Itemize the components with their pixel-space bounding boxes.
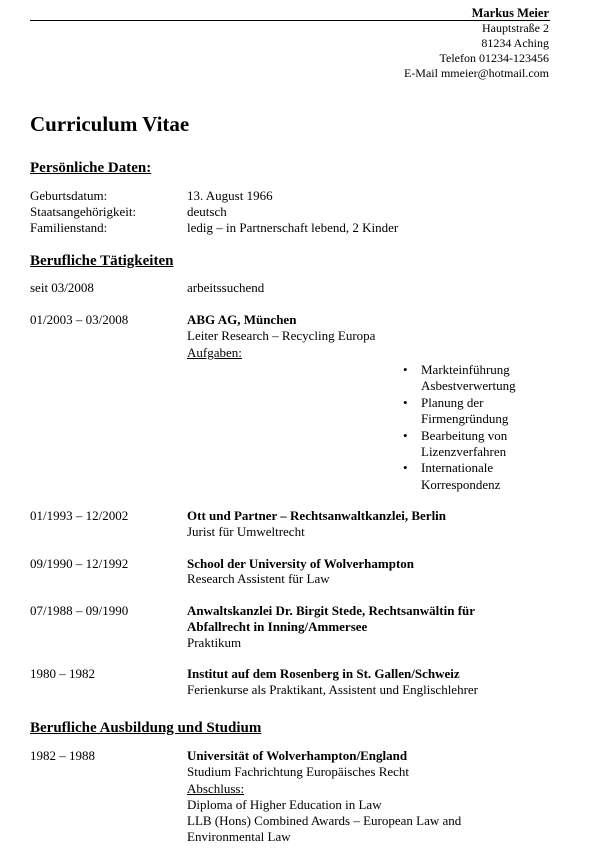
section-heading-personal: Persönliche Daten: — [30, 160, 152, 176]
list-item — [403, 460, 543, 493]
task-line: Bearbeitung von — [421, 427, 508, 443]
birth-value: 13. August 1966 — [187, 188, 273, 203]
career-date: 07/1988 – 09/1990 — [30, 603, 129, 618]
career-position: Leiter Research – Recycling Europa — [187, 328, 376, 343]
tasks-label: Aufgaben: — [187, 345, 242, 360]
degree-label-wrap — [187, 781, 527, 797]
career-employer: Ott und Partner – Rechtsanwaltkanzlei, Berlin — [187, 508, 447, 523]
career-employer: Abfallrecht in Inning/Ammersee — [187, 619, 368, 634]
birth-label: Geburtsdatum: — [30, 188, 108, 203]
career-employer: Institut auf dem Rosenberg in St. Gallen/Schweiz — [187, 666, 460, 681]
degree-item: Diploma of Higher Education in Law — [187, 797, 382, 812]
career-employer: Anwaltskanzlei Dr. Birgit Stede, Rechtsanwältin für — [187, 603, 476, 618]
career-position: Ferienkurse als Praktikant, Assistent und Englischlehrer — [187, 682, 479, 697]
header-divider — [30, 20, 550, 21]
task-line: Internationale — [421, 460, 494, 476]
degree-item: LLB (Hons) Combined Awards – European Law and — [187, 813, 462, 828]
contact-block — [404, 6, 549, 81]
nationality-label: Staatsangehörigkeit: — [30, 204, 137, 219]
career-date: 1980 – 1982 — [30, 666, 95, 681]
task-line: Markteinführung — [421, 362, 510, 377]
contact-name: Markus Meier — [471, 6, 549, 20]
career-position: Research Assistent für Law — [187, 571, 330, 586]
list-item — [403, 428, 543, 461]
career-position: arbeitssuchend — [187, 280, 265, 295]
list-item — [403, 395, 543, 428]
career-date: 09/1990 – 12/1992 — [30, 556, 129, 571]
tasks-label-wrap — [187, 345, 527, 361]
career-date: seit 03/2008 — [30, 280, 94, 295]
family-label: Familienstand: — [30, 220, 108, 235]
contact-street: Hauptstraße 2 — [482, 21, 549, 35]
task-line: Korrespondenz — [421, 476, 501, 492]
degree-label: Abschluss: — [187, 781, 245, 796]
section-heading-education: Berufliche Ausbildung und Studium — [30, 720, 262, 736]
education-date: 1982 – 1988 — [30, 748, 95, 763]
education-field: Studium Fachrichtung Europäisches Recht — [187, 764, 410, 779]
family-value: ledig – in Partnerschaft lebend, 2 Kinder — [187, 220, 399, 235]
education-institution: Universität of Wolverhampton/England — [187, 748, 408, 763]
list-item — [403, 362, 543, 395]
task-line: Asbestverwertung — [421, 378, 516, 394]
task-line: Lizenzverfahren — [421, 444, 507, 460]
career-date: 01/2003 – 03/2008 — [30, 312, 129, 327]
task-line: Firmengründung — [421, 411, 509, 427]
career-date: 01/1993 – 12/2002 — [30, 508, 129, 523]
contact-phone: Telefon 01234-123456 — [439, 51, 549, 65]
career-employer: ABG AG, München — [187, 312, 297, 327]
section-heading-career: Berufliche Tätigkeiten — [30, 253, 174, 269]
contact-city: 81234 Aching — [481, 36, 549, 50]
degree-item: Environmental Law — [187, 829, 291, 844]
career-position: Praktikum — [187, 635, 242, 650]
career-employer: School der University of Wolverhampton — [187, 556, 415, 571]
contact-email: E-Mail mmeier@hotmail.com — [403, 66, 549, 80]
task-line: Planung der — [421, 394, 484, 410]
page-title: Curriculum Vitae — [30, 112, 190, 136]
nationality-value: deutsch — [187, 204, 227, 219]
career-position: Jurist für Umweltrecht — [187, 524, 305, 539]
tasks-list — [403, 362, 543, 493]
